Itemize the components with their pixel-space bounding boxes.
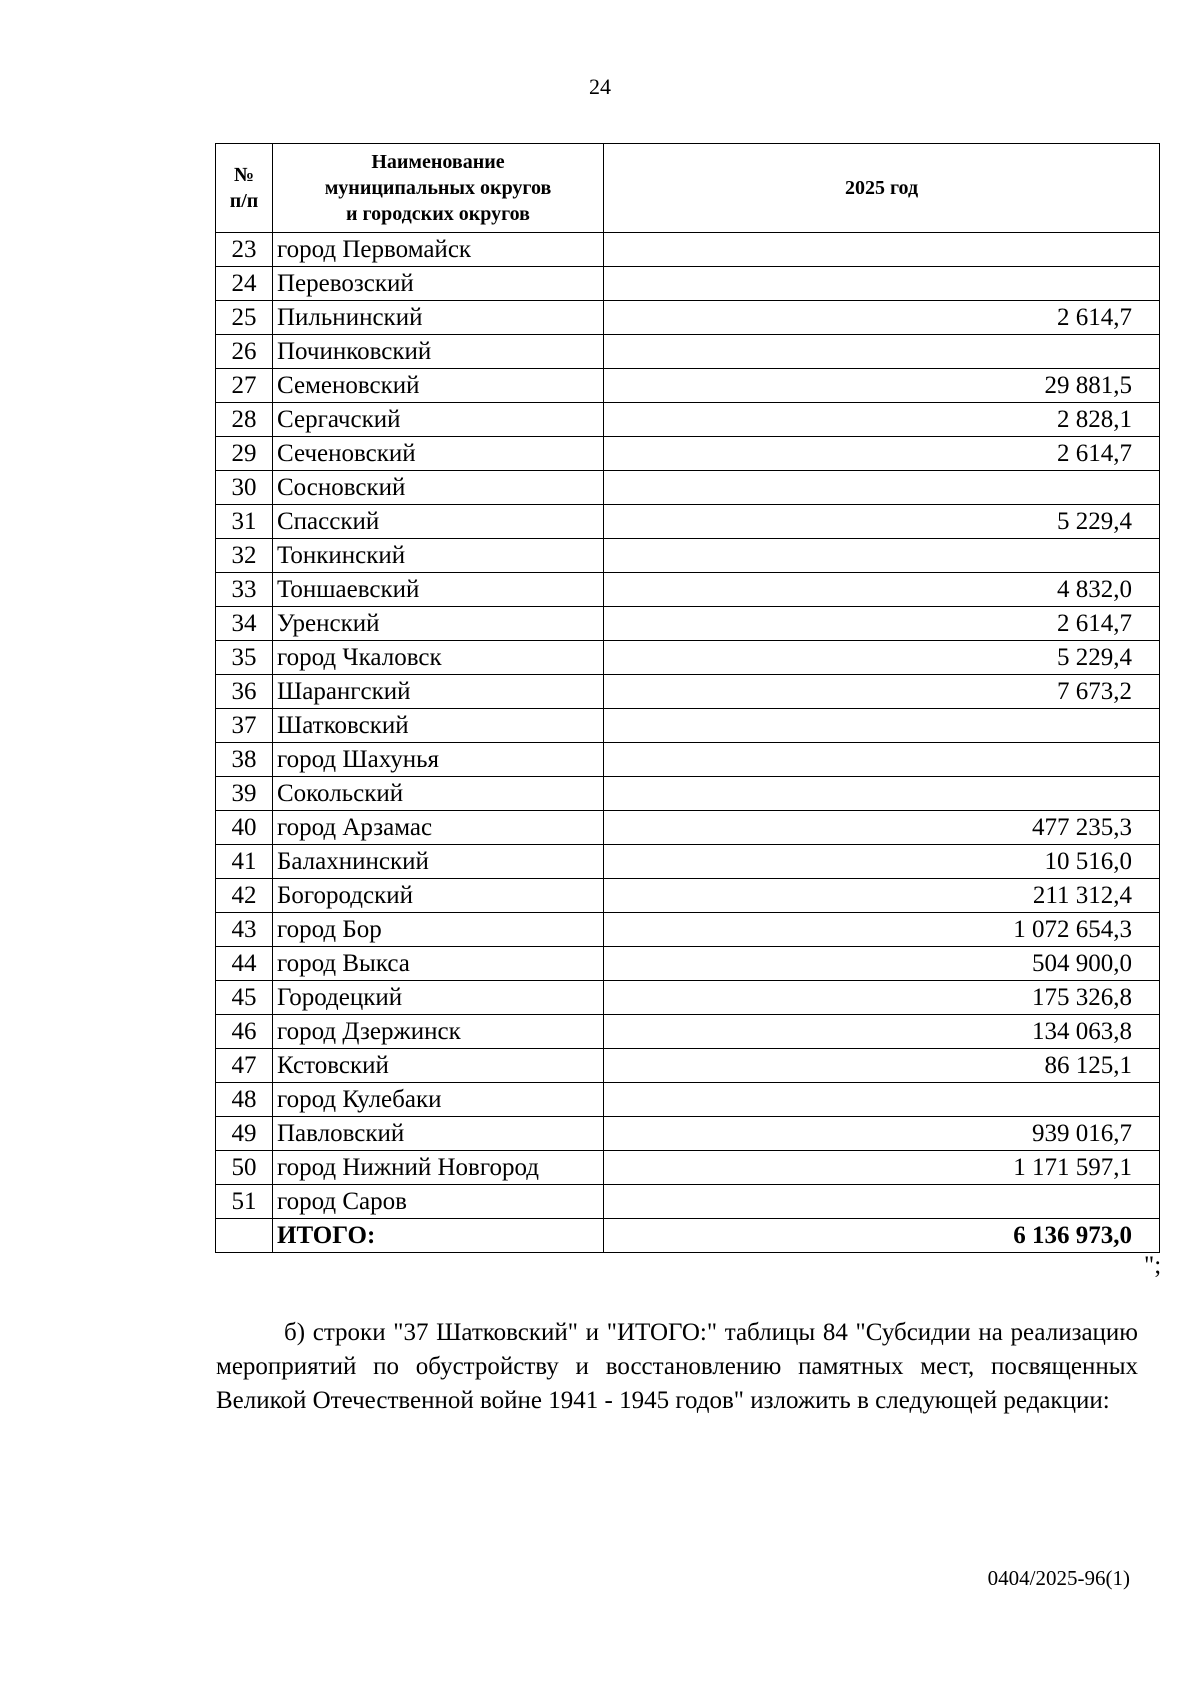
table-row bbox=[216, 471, 1160, 505]
total-row bbox=[216, 1219, 1160, 1253]
table-row bbox=[216, 1117, 1160, 1151]
row-name: Шатковский bbox=[273, 709, 604, 743]
row-number: 48 bbox=[216, 1083, 273, 1117]
table-row bbox=[216, 981, 1160, 1015]
row-number: 28 bbox=[216, 403, 273, 437]
table-row bbox=[216, 505, 1160, 539]
row-number: 49 bbox=[216, 1117, 273, 1151]
table-row bbox=[216, 607, 1160, 641]
row-number: 35 bbox=[216, 641, 273, 675]
row-name: Починковский bbox=[273, 335, 604, 369]
row-value: 2 614,7 bbox=[604, 607, 1160, 641]
table-row bbox=[216, 1185, 1160, 1219]
table-row bbox=[216, 335, 1160, 369]
row-number: 41 bbox=[216, 845, 273, 879]
row-name: Сеченовский bbox=[273, 437, 604, 471]
row-value: 134 063,8 bbox=[604, 1015, 1160, 1049]
row-name: город Арзамас bbox=[273, 811, 604, 845]
row-number: 25 bbox=[216, 301, 273, 335]
row-number: 43 bbox=[216, 913, 273, 947]
row-value bbox=[604, 743, 1160, 777]
row-value bbox=[604, 233, 1160, 267]
row-name: город Бор bbox=[273, 913, 604, 947]
row-value: 1 072 654,3 bbox=[604, 913, 1160, 947]
row-number: 30 bbox=[216, 471, 273, 505]
row-number: 24 bbox=[216, 267, 273, 301]
row-value: 504 900,0 bbox=[604, 947, 1160, 981]
row-value: 477 235,3 bbox=[604, 811, 1160, 845]
row-name: город Шахунья bbox=[273, 743, 604, 777]
table-row bbox=[216, 573, 1160, 607]
row-name: город Кулебаки bbox=[273, 1083, 604, 1117]
header-name-line: и городских округов bbox=[346, 203, 530, 225]
row-value bbox=[604, 539, 1160, 573]
row-number: 40 bbox=[216, 811, 273, 845]
page-number: 24 bbox=[589, 74, 611, 99]
row-value bbox=[604, 1083, 1160, 1117]
row-name: Семеновский bbox=[273, 369, 604, 403]
row-name: город Выкса bbox=[273, 947, 604, 981]
row-value: 2 614,7 bbox=[604, 301, 1160, 335]
row-number: 29 bbox=[216, 437, 273, 471]
row-number: 46 bbox=[216, 1015, 273, 1049]
row-value: 29 881,5 bbox=[604, 369, 1160, 403]
table-row bbox=[216, 1151, 1160, 1185]
row-value bbox=[604, 335, 1160, 369]
row-name: город Нижний Новгород bbox=[273, 1151, 604, 1185]
row-name: Уренский bbox=[273, 607, 604, 641]
row-name: Кстовский bbox=[273, 1049, 604, 1083]
table-row bbox=[216, 1083, 1160, 1117]
table-row bbox=[216, 709, 1160, 743]
row-name: Тонкинский bbox=[273, 539, 604, 573]
row-name: Богородский bbox=[273, 879, 604, 913]
row-number: 31 bbox=[216, 505, 273, 539]
table-row bbox=[216, 233, 1160, 267]
row-value: 2 828,1 bbox=[604, 403, 1160, 437]
row-value: 175 326,8 bbox=[604, 981, 1160, 1015]
header-number-line: п/п bbox=[229, 190, 259, 212]
row-number: 27 bbox=[216, 369, 273, 403]
table-row bbox=[216, 369, 1160, 403]
row-value: 86 125,1 bbox=[604, 1049, 1160, 1083]
row-number: 38 bbox=[216, 743, 273, 777]
row-value: 211 312,4 bbox=[604, 879, 1160, 913]
table-row bbox=[216, 539, 1160, 573]
row-value: 5 229,4 bbox=[604, 641, 1160, 675]
row-number: 39 bbox=[216, 777, 273, 811]
row-name: Павловский bbox=[273, 1117, 604, 1151]
row-number: 26 bbox=[216, 335, 273, 369]
row-number: 32 bbox=[216, 539, 273, 573]
row-name: Городецкий bbox=[273, 981, 604, 1015]
table-row bbox=[216, 947, 1160, 981]
amendment-paragraph: б) строки "37 Шатковский" и "ИТОГО:" таблицы 84 "Субсидии на реализацию мероприятий по обустройству и восстановлению памятных мест, посвященных Великой Отечественной войне 1941 - 1945 годов" изложить в следующей редакции: bbox=[216, 1319, 1138, 1414]
closing-quote: "; bbox=[1144, 1252, 1162, 1279]
row-name: Тоншаевский bbox=[273, 573, 604, 607]
row-name: Спасский bbox=[273, 505, 604, 539]
row-number: 51 bbox=[216, 1185, 273, 1219]
row-number: 42 bbox=[216, 879, 273, 913]
row-value: 5 229,4 bbox=[604, 505, 1160, 539]
table-row bbox=[216, 879, 1160, 913]
row-number: 45 bbox=[216, 981, 273, 1015]
total-label: ИТОГО: bbox=[273, 1219, 604, 1253]
row-value bbox=[604, 471, 1160, 505]
row-name: Сергачский bbox=[273, 403, 604, 437]
row-number: 34 bbox=[216, 607, 273, 641]
row-name: Пильнинский bbox=[273, 301, 604, 335]
header-number bbox=[216, 144, 273, 233]
table-row bbox=[216, 1049, 1160, 1083]
row-value bbox=[604, 267, 1160, 301]
total-number bbox=[216, 1219, 273, 1253]
table-row bbox=[216, 437, 1160, 471]
row-number: 33 bbox=[216, 573, 273, 607]
row-value: 10 516,0 bbox=[604, 845, 1160, 879]
header-number-line: № bbox=[233, 164, 255, 186]
row-name: Балахнинский bbox=[273, 845, 604, 879]
row-value: 4 832,0 bbox=[604, 573, 1160, 607]
row-name: город Чкаловск bbox=[273, 641, 604, 675]
total-value: 6 136 973,0 bbox=[604, 1219, 1160, 1253]
row-value: 2 614,7 bbox=[604, 437, 1160, 471]
row-number: 44 bbox=[216, 947, 273, 981]
table-row bbox=[216, 403, 1160, 437]
row-value bbox=[604, 777, 1160, 811]
table-row bbox=[216, 845, 1160, 879]
row-name: Шарангский bbox=[273, 675, 604, 709]
row-number: 23 bbox=[216, 233, 273, 267]
table-row bbox=[216, 743, 1160, 777]
table-header-row bbox=[216, 144, 1160, 233]
document-code: 0404/2025-96(1) bbox=[987, 1566, 1130, 1590]
row-value: 939 016,7 bbox=[604, 1117, 1160, 1151]
header-year: 2025 год bbox=[604, 144, 1160, 233]
row-value: 7 673,2 bbox=[604, 675, 1160, 709]
table-row bbox=[216, 641, 1160, 675]
row-name: Сокольский bbox=[273, 777, 604, 811]
table-row bbox=[216, 675, 1160, 709]
row-name: город Саров bbox=[273, 1185, 604, 1219]
row-number: 50 bbox=[216, 1151, 273, 1185]
row-number: 37 bbox=[216, 709, 273, 743]
table-row bbox=[216, 811, 1160, 845]
header-name bbox=[273, 144, 604, 233]
table-row bbox=[216, 301, 1160, 335]
row-value bbox=[604, 1185, 1160, 1219]
row-number: 47 bbox=[216, 1049, 273, 1083]
row-name: Сосновский bbox=[273, 471, 604, 505]
header-name-line: муниципальных округов bbox=[324, 177, 552, 199]
row-value: 1 171 597,1 bbox=[604, 1151, 1160, 1185]
table-row bbox=[216, 267, 1160, 301]
table-row bbox=[216, 913, 1160, 947]
row-name: Перевозский bbox=[273, 267, 604, 301]
row-name: город Дзержинск bbox=[273, 1015, 604, 1049]
table-row bbox=[216, 777, 1160, 811]
row-number: 36 bbox=[216, 675, 273, 709]
row-value bbox=[604, 709, 1160, 743]
table-row bbox=[216, 1015, 1160, 1049]
header-name-line: Наименование bbox=[371, 151, 505, 173]
row-name: город Первомайск bbox=[273, 233, 604, 267]
subsidy-table bbox=[215, 143, 1160, 1253]
